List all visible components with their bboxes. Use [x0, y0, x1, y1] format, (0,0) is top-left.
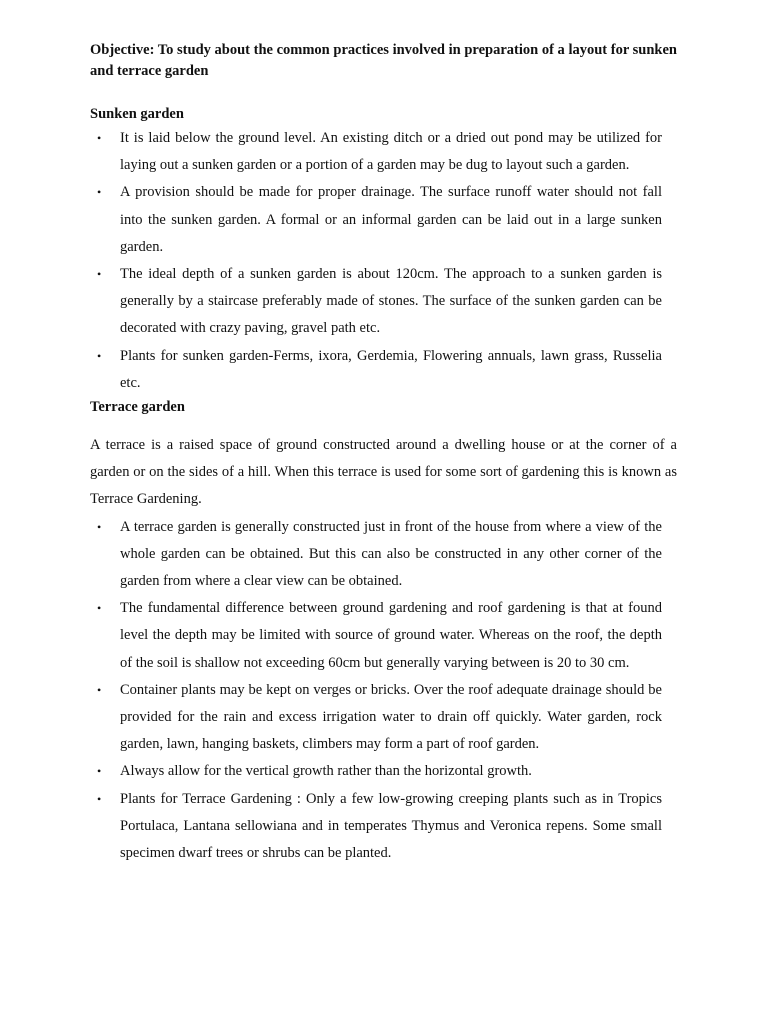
terrace-garden-heading: Terrace garden	[90, 399, 185, 416]
bullet-icon: •	[97, 348, 102, 363]
objective-heading: Objective: To study about the common practices involved in preparation of a layout for sunken and terrace garden	[90, 42, 677, 79]
bullet-icon: •	[97, 519, 102, 534]
list-item	[90, 758, 677, 785]
list-item	[90, 343, 677, 397]
list-item-text: Plants for Terrace Gardening : Only a few low-growing creeping plants such as in Tropics Portulaca, Lantana sellowiana and in temperates Thymus and Veronica repens. Some small specimen dwarf trees or shrubs can be planted.	[120, 790, 662, 862]
sunken-garden-heading: Sunken garden	[90, 106, 184, 122]
bullet-icon: •	[97, 267, 102, 282]
bullet-icon: •	[97, 185, 102, 200]
bullet-icon: •	[97, 764, 102, 779]
list-item	[90, 179, 677, 261]
bullet-icon: •	[97, 682, 102, 697]
bullet-icon: •	[97, 131, 102, 145]
list-item-text: A provision should be made for proper drainage. The surface runoff water should not fall into the sunken garden. A formal or an informal garden can be laid out in a large sunken garden.	[120, 184, 662, 255]
list-item-text: Plants for sunken garden-Ferms, ixora, Gerdemia, Flowering annuals, lawn grass, Russelia etc.	[120, 347, 662, 391]
list-item	[90, 677, 677, 759]
list-item	[90, 786, 677, 868]
list-item	[90, 514, 677, 596]
list-item-text: Container plants may be kept on verges or bricks. Over the roof adequate drainage should be provided for the rain and excess irrigation water to drain off quickly. Water garden, rock garden, lawn, hanging baskets, climbers may form a part of roof garden.	[120, 681, 662, 753]
list-item	[90, 125, 677, 179]
list-item-text: Always allow for the vertical growth rather than the horizontal growth.	[120, 763, 532, 780]
bullet-icon: •	[97, 791, 102, 806]
list-item-text: The fundamental difference between ground gardening and roof gardening is that at found level the depth may be limited with source of ground water. Whereas on the roof, the depth of the soil is shallow not exceeding 60cm but generally varying between is 20 to 30 cm.	[120, 600, 662, 671]
list-item	[90, 261, 677, 343]
sunken-garden-list	[90, 125, 677, 397]
document-page	[90, 40, 677, 867]
list-item-text: It is laid below the ground level. An existing ditch or a dried out pond may be utilized for laying out a sunken garden or a portion of a garden may be dug to layout such a garden.	[120, 130, 662, 174]
list-item-text: The ideal depth of a sunken garden is about 120cm. The approach to a sunken garden is generally by a staircase preferably made of stones. The surface of the sunken garden can be decorated with crazy paving, gravel path etc.	[120, 266, 662, 337]
bullet-icon: •	[97, 601, 102, 616]
list-item-text: A terrace garden is generally constructed just in front of the house from where a view of the whole garden can be obtained. But this can also be constructed in any other corner of the garden from where a clear view can be obtained.	[120, 518, 662, 590]
list-item	[90, 595, 677, 677]
terrace-garden-list	[90, 514, 677, 868]
terrace-intro-paragraph: A terrace is a raised space of ground constructed around a dwelling house or at the corner of a garden or on the sides of a hill. When this terrace is used for some sort of gardening this is known as Terrace Gardening.	[90, 437, 677, 508]
